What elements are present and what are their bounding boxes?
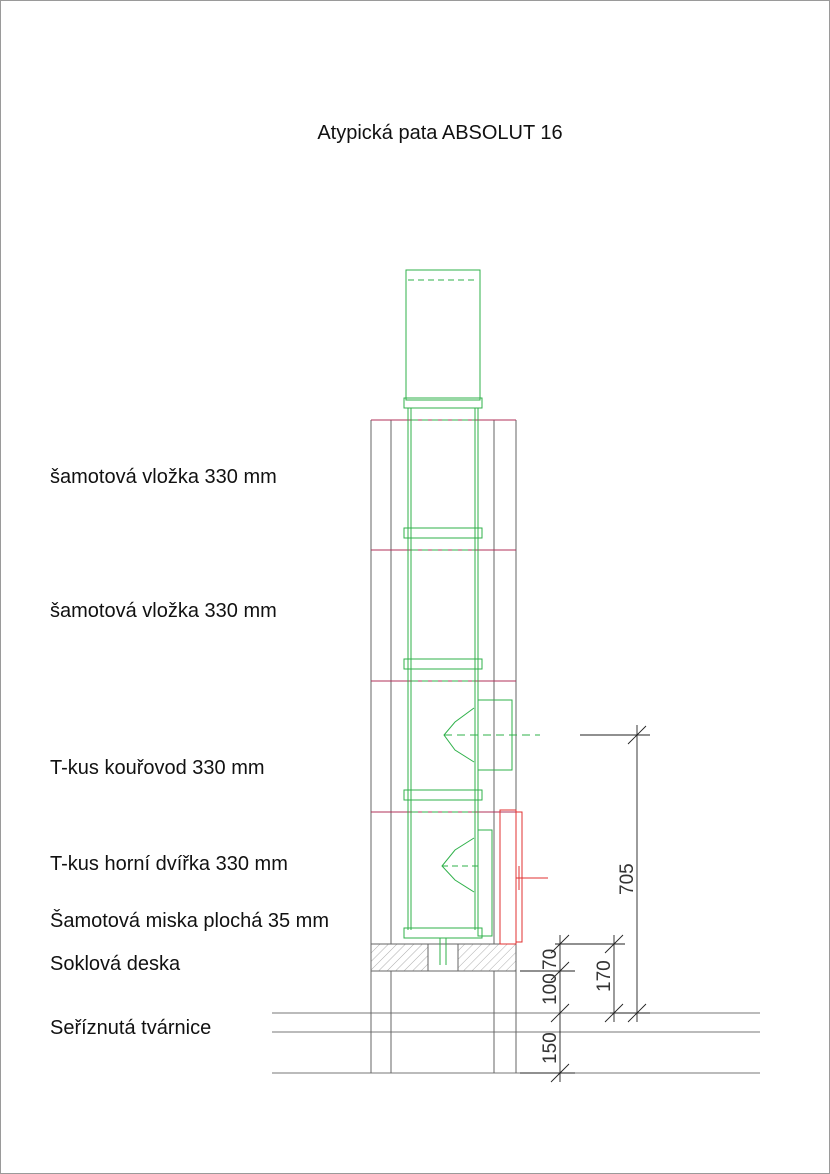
label-tpiece-flue: T-kus kouřovod 330 mm <box>50 757 265 779</box>
label-liner-upper: šamotová vložka 330 mm <box>50 466 277 488</box>
label-base-plate: Soklová deska <box>50 953 181 975</box>
label-cut-block: Seříznutá tvárnice <box>50 1017 212 1039</box>
dim-100: 100 <box>540 973 561 1005</box>
base-plate <box>371 944 516 971</box>
cleanout-door <box>500 810 548 944</box>
dim-70: 70 <box>540 948 561 970</box>
label-tpiece-door: T-kus horní dvířka 330 mm <box>50 853 288 875</box>
dim-150: 150 <box>540 1032 561 1064</box>
label-liner-lower: šamotová vložka 330 mm <box>50 600 277 622</box>
cut-block <box>371 971 516 1073</box>
dim-170: 170 <box>594 960 615 992</box>
dimension-lines <box>520 725 650 1082</box>
label-bowl: Šamotová miska plochá 35 mm <box>50 910 330 932</box>
chimney-block-shell <box>371 420 516 944</box>
drawing-title: Atypická pata ABSOLUT 16 <box>317 122 563 144</box>
dim-705: 705 <box>617 863 638 895</box>
flue-liners <box>404 270 540 965</box>
